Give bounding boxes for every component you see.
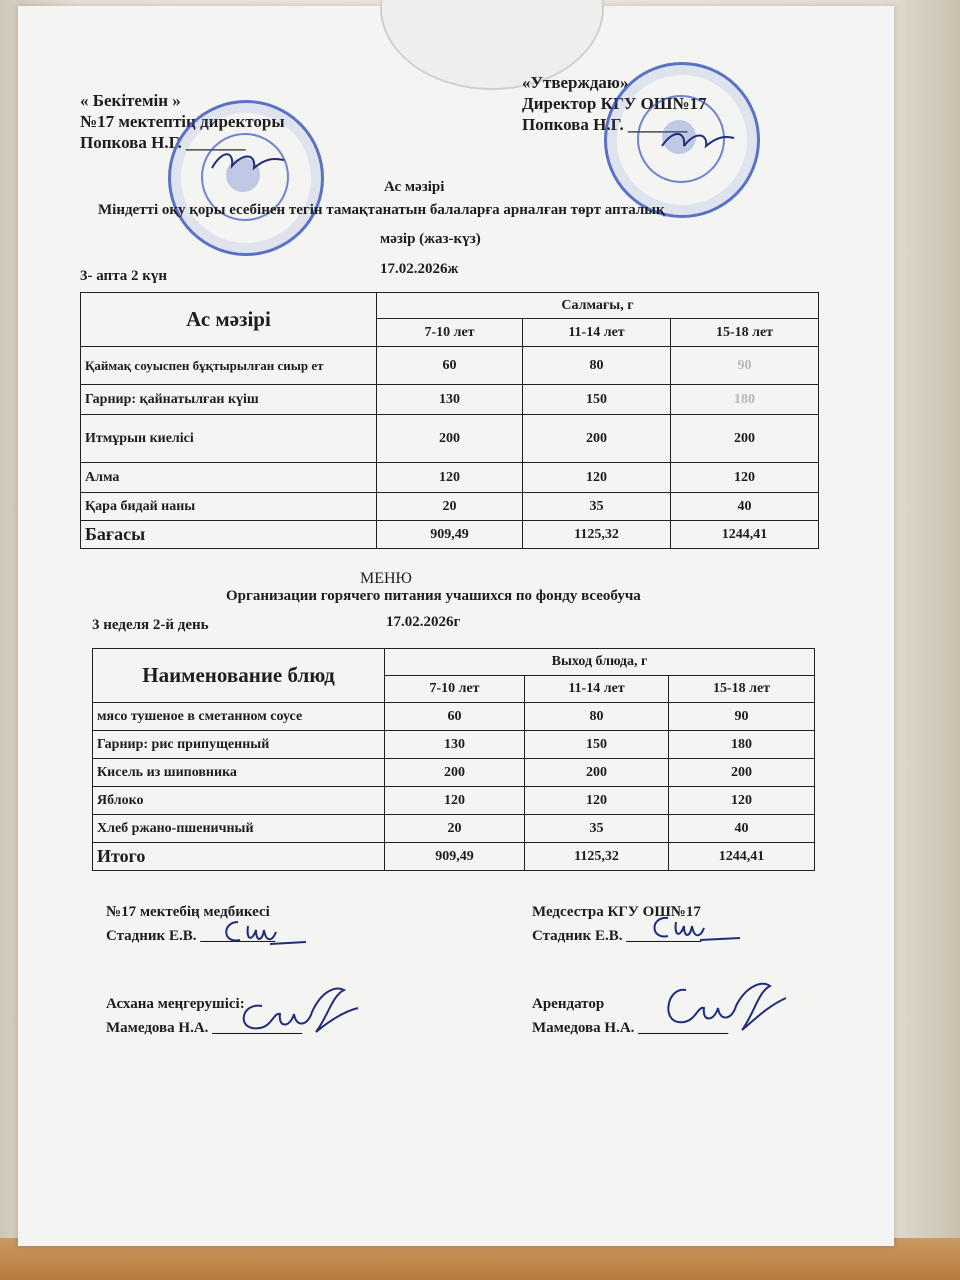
kz-subtitle-2: мәзір (жаз-күз) [380,231,481,247]
portion-value: 120 [669,787,815,815]
table-row [81,493,819,521]
approve-right-line2: Директор КГУ ОШ№17 [522,94,707,113]
portion-value: 40 [671,493,819,521]
official-stamp-left [168,100,324,256]
portion-value: 35 [523,493,671,521]
portion-value: 150 [525,731,669,759]
dish-name: Кисель из шиповника [93,759,385,787]
ru-week: 3 неделя 2-й день [92,617,209,633]
total-value: 1125,32 [525,843,669,871]
nurse-kz-name: Стадник Е.В. __________ [106,928,276,944]
nurse-kz-role: №17 мектебің медбикесі [106,904,270,920]
kz-date: 17.02.2026ж [380,261,459,277]
portion-value: 200 [669,759,815,787]
ru-title: МЕНЮ [360,570,412,587]
ru-header-row [93,649,815,676]
dish-name: Гарнир: қайнатылған күіш [81,385,377,415]
ru-age-group: 7-10 лет [385,676,525,703]
portion-value: 60 [385,703,525,731]
approve-right-line1: «Утверждаю» [522,73,629,92]
dish-name: мясо тушеное в сметанном соусе [93,703,385,731]
ru-group-header: Выход блюда, г [385,649,815,676]
kz-header-row [81,293,819,319]
portion-value: 130 [377,385,523,415]
ru-total-row [93,843,815,871]
portion-value: 200 [671,415,819,463]
nurse-ru-name: Стадник Е.В. __________ [532,928,702,944]
portion-value: 80 [525,703,669,731]
portion-value: 200 [385,759,525,787]
ru-age-group: 11-14 лет [525,676,669,703]
dish-name: Алма [81,463,377,493]
ru-subtitle: Организации горячего питания учашихся по фонду всеобуча [226,588,641,604]
table-row [81,463,819,493]
portion-value: 90 [669,703,815,731]
tenant-ru-role: Арендатор [532,996,605,1012]
table-row [93,759,815,787]
ru-date: 17.02.2026г [386,614,461,630]
portion-value: 200 [523,415,671,463]
table-row [93,703,815,731]
total-value: 909,49 [385,843,525,871]
dish-name: Гарнир: рис припущенный [93,731,385,759]
kz-menu-table [80,292,819,549]
kz-age-group: 15-18 лет [671,319,819,347]
portion-value: 40 [669,815,815,843]
dish-name: Яблоко [93,787,385,815]
kz-title: Ас мәзірі [384,179,445,195]
tenant-ru-signature [658,976,788,1046]
total-value: 909,49 [377,521,523,549]
portion-value: 20 [377,493,523,521]
approve-left-line2: №17 мектептің директоры [80,112,285,131]
menu-document [18,6,894,1246]
portion-value: 180 [671,385,819,415]
approve-left-line1: « Бекітемін » [80,91,181,110]
table-row [93,731,815,759]
tenant-ru-name: Мамедова Н.А. ____________ [532,1020,729,1036]
canteen-kz-signature [232,976,362,1042]
nurse-ru-signature [644,910,744,944]
portion-value: 180 [669,731,815,759]
ru-menu-table [92,648,815,871]
ru-age-group: 15-18 лет [669,676,815,703]
table-row [81,347,819,385]
director-signature-left [208,146,288,176]
dish-name: Қара бидай наны [81,493,377,521]
canteen-kz-role: Асхана меңгерушісі: [106,996,245,1012]
portion-value: 200 [377,415,523,463]
total-value: 1125,32 [523,521,671,549]
dish-name: Хлеб ржано-пшеничный [93,815,385,843]
nurse-kz-signature [218,914,308,948]
portion-value: 120 [377,463,523,493]
table-row [93,815,815,843]
total-value: 1244,41 [669,843,815,871]
kz-group-header: Салмағы, г [377,293,819,319]
table-row [81,415,819,463]
ru-name-header: Наименование блюд [93,649,385,703]
canteen-kz-name: Мамедова Н.А. ____________ [106,1020,303,1036]
director-signature-right [658,126,738,156]
table-row [81,385,819,415]
portion-value: 120 [525,787,669,815]
portion-value: 60 [377,347,523,385]
approve-right-line3: Попкова Н.Г. _______ [522,115,688,134]
approve-left-line3: Попкова Н.Г. _______ [80,133,246,152]
kz-age-group: 11-14 лет [523,319,671,347]
portion-value: 35 [525,815,669,843]
portion-value: 90 [671,347,819,385]
kz-subtitle: Міндетті оқу қоры есебінен тегін тамақтанатын балаларға арналған төрт апталық [98,202,665,218]
total-value: 1244,41 [671,521,819,549]
dish-name: Қаймақ соуыспен бұқтырылған сиыр ет [81,347,377,385]
nurse-ru-role: Медсестра КГУ ОШ№17 [532,904,701,920]
portion-value: 200 [525,759,669,787]
dish-name: Итмұрын киелісі [81,415,377,463]
total-label: Итого [93,843,385,871]
portion-value: 150 [523,385,671,415]
total-label: Бағасы [81,521,377,549]
portion-value: 120 [523,463,671,493]
table-row [93,787,815,815]
portion-value: 20 [385,815,525,843]
portion-value: 120 [671,463,819,493]
portion-value: 120 [385,787,525,815]
kz-week: 3- апта 2 күн [80,268,168,284]
kz-name-header: Ас мәзірі [81,293,377,347]
portion-value: 80 [523,347,671,385]
kz-total-row [81,521,819,549]
portion-value: 130 [385,731,525,759]
kz-age-group: 7-10 лет [377,319,523,347]
